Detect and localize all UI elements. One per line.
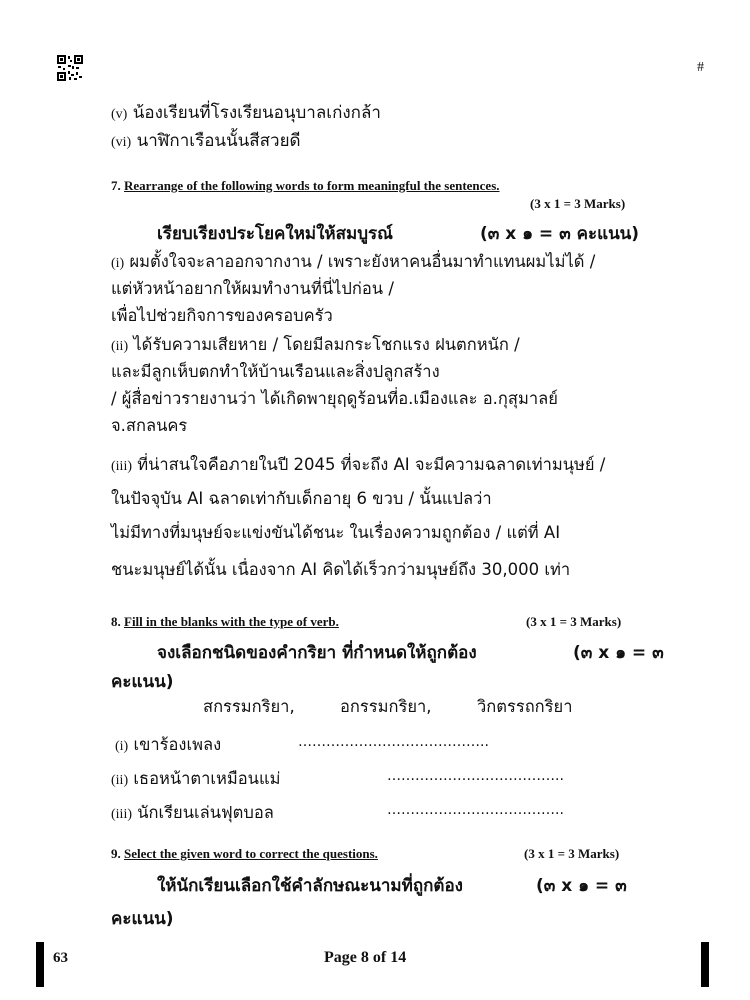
- q7-thai-heading: เรียบเรียงประโยคใหม่ให้สมบูรณ์: [157, 224, 393, 244]
- q7-item-i-line2: แต่หัวหน้าอยากให้ผมทำงานที่นี่ไปก่อน /: [111, 279, 394, 298]
- q6-item-vi: (vi) นาฬิกาเรือนนั้นสีสวยดี: [111, 131, 301, 151]
- q7-item-iii-line1: (iii) ที่น่าสนใจคือภายในปี 2045 ที่จะถึง AI จะมีความฉลาดเท่ามนุษย์ /: [111, 455, 606, 474]
- q9-instruction: 9. Select the given word to correct the questions.: [111, 846, 378, 861]
- q7-instruction: 7. Rearrange of the following words to form meaningful the sentences.: [111, 178, 500, 193]
- q7-thai-marks: (๓ x ๑ = ๓ คะแนน): [480, 224, 640, 244]
- footer-right-bar: [701, 942, 709, 987]
- q8-thai-marks-a: (๓ x ๑ = ๓: [573, 643, 664, 663]
- q6-item-v: (v) น้องเรียนที่โรงเรียนอนุบาลเก่งกล้า: [111, 103, 381, 123]
- q8-marks: (3 x 1 = 3 Marks): [526, 614, 622, 629]
- q9-marks: (3 x 1 = 3 Marks): [524, 846, 620, 861]
- q8-item-i: (i) เขาร้องเพลง: [115, 735, 222, 754]
- q7-item-ii-line3: / ผู้สื่อข่าวรายงานว่า ได้เกิดพายุฤดูร้อนที่อ.เมืองและ อ.กุสุมาลย์: [111, 389, 558, 408]
- q8-item-ii: (ii) เธอหน้าตาเหมือนแม่: [111, 769, 281, 788]
- q8-instruction: 8. Fill in the blanks with the type of verb.: [111, 614, 339, 629]
- q9-thai-marks-b: คะแนน): [111, 909, 174, 929]
- footer-code: 63: [53, 950, 68, 966]
- q7-item-iii-line4: ชนะมนุษย์ได้นั้น เนื่องจาก AI คิดได้เร็วกว่ามนุษย์ถึง 30,000 เท่า: [111, 560, 571, 579]
- q9-thai-marks-a: (๓ x ๑ = ๓: [536, 876, 627, 896]
- q8-thai-marks-b: คะแนน): [111, 672, 174, 692]
- q8-item-ii-blank: ………………………………..: [387, 768, 564, 784]
- q8-item-iii-blank: ………………………………..: [387, 802, 564, 818]
- q7-item-i-line1: (i) ผมตั้งใจจะลาออกจากงาน / เพราะยังหาคนอื่นมาทำแทนผมไม่ได้ /: [111, 252, 596, 271]
- footer-left-bar: [36, 942, 44, 987]
- q7-item-i-line3: เพื่อไปช่วยกิจการของครอบครัว: [111, 306, 333, 325]
- q8-thai-heading: จงเลือกชนิดของคำกริยา ที่กำหนดให้ถูกต้อง: [157, 643, 477, 663]
- q7-item-ii-line4: จ.สกลนคร: [111, 416, 188, 435]
- q9-thai-heading: ให้นักเรียนเลือกใช้คำลักษณะนามที่ถูกต้อง: [157, 876, 463, 896]
- q8-option-2: อกรรมกริยา,: [340, 697, 432, 716]
- q7-item-ii-line2: และมีลูกเห็บตกทำให้บ้านเรือนและสิ่งปลูกสร้าง: [111, 362, 440, 381]
- q7-item-iii-line3: ไม่มีทางที่มนุษย์จะแข่งขันได้ชนะ ในเรื่องความถูกต้อง / แต่ที่ AI: [111, 523, 561, 542]
- page-marker-hash: #: [697, 60, 704, 75]
- q7-item-iii-line2: ในปัจจุบัน AI ฉลาดเท่ากับเด็กอายุ 6 ขวบ / นั้นแปลว่า: [111, 489, 492, 508]
- q8-item-iii: (iii) นักเรียนเล่นฟุตบอล: [111, 803, 274, 822]
- page-number: Page 8 of 14: [324, 949, 407, 966]
- q8-option-3: วิกตรรถกริยา: [477, 697, 573, 716]
- q8-item-i-blank: …………………………………..: [298, 734, 489, 750]
- qr-code-icon: [57, 55, 83, 81]
- q7-item-ii-line1: (ii) ได้รับความเสียหาย / โดยมีลมกระโชกแรง ฝนตกหนัก /: [111, 335, 520, 354]
- q8-option-1: สกรรมกริยา,: [203, 697, 295, 716]
- q7-marks: (3 x 1 = 3 Marks): [530, 196, 626, 211]
